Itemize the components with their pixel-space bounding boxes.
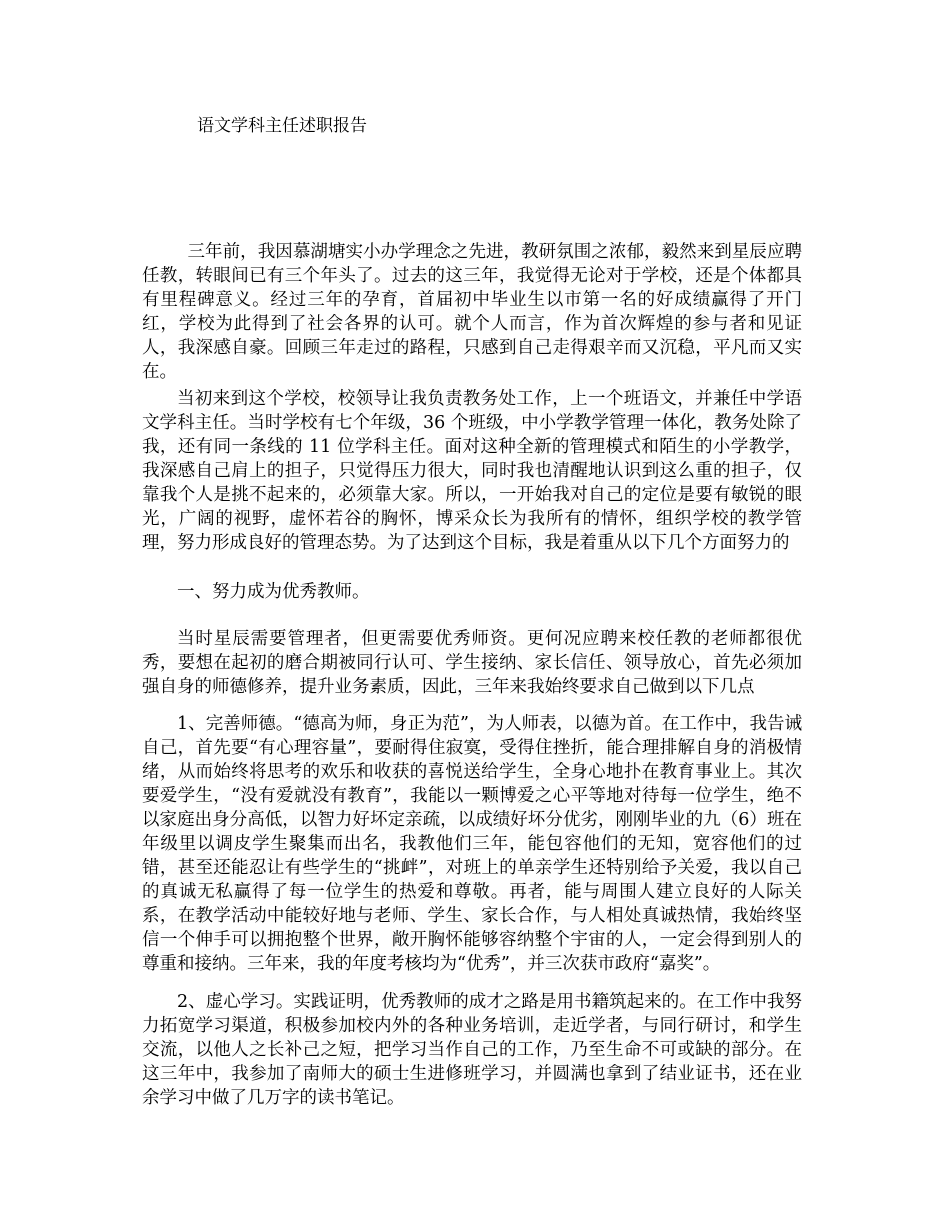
document-title: 语文学科主任述职报告 [197,116,367,136]
paragraph-intro: 三年前，我因慕湖塘实小办学理念之先进，教研氛围之浓郁，毅然来到星辰应聘任教，转眼间已有三个年头了。过去的这三年，我觉得无论对于学校，还是个体都具有里程碑意义。经过三年的孕育，首届初中毕业生以市第一名的好成绩赢得了开门红，学校为此得到了社会各界的认可。就个人而言，作为首次辉煌的参与者和见证人，我深感自豪。回顾三年走过的路程，只感到自己走得艰辛而又沉稳，平凡而又实在。 [142,242,802,382]
section-heading-1: 一、努力成为优秀教师。 [177,582,370,602]
paragraph-background: 当初来到这个学校，校领导让我负责教务处工作，上一个班语文，并兼任中学语文学科主任。当时学校有七个年级，36 个班级，中小学教学管理一体化，教务处除了我，还有同一条线的 11 位学科主任。面对这种全新的管理模式和陌生的小学教学，我深感自己肩上的担子，只觉得压力很大，同时我也清醒地认识到这么重的担子，仅靠我个人是挑不起来的，必须靠大家。所以，一开始我对自己的定位是要有敏锐的眼光，广阔的视野，虚怀若谷的胸怀，博采众长为我所有的情怀，组织学校的教学管理，努力形成良好的管理态势。为了达到这个目标，我是着重从以下几个方面努力的 [142,389,802,553]
paragraph-section1-intro: 当时星辰需要管理者，但更需要优秀师资。更何况应聘来校任教的老师都很优秀，要想在起初的磨合期被同行认可、学生接纳、家长信任、领导放心，首先必须加强自身的师德修养，提升业务素质，因此，三年来我始终要求自己做到以下几点 [142,629,802,697]
paragraph-point-2: 2、虚心学习。实践证明，优秀教师的成才之路是用书籍筑起来的。在工作中我努力拓宽学习渠道，积极参加校内外的各种业务培训，走近学者，与同行研讨，和学生交流，以他人之长补己之短，把学习当作自己的工作，乃至生命不可或缺的部分。在这三年中，我参加了南师大的硕士生进修班学习，并圆满也拿到了结业证书，还在业余学习中做了几万字的读书笔记。 [142,992,802,1108]
paragraph-point-1: 1、完善师德。“德高为师，身正为范”，为人师表，以德为首。在工作中，我告诫自己，首先要“有心理容量”，要耐得住寂寞，受得住挫折，能合理排解自身的消极情绪，从而始终将思考的欢乐和收获的喜悦送给学生，全身心地扑在教育事业上。其次要爱学生，“没有爱就没有教育”，我能以一颗博爱之心平等地对待每一位学生，绝不以家庭出身分高低，以智力好坏定亲疏，以成绩好坏分优劣，刚刚毕业的九（6）班在年级里以调皮学生聚集而出名，我教他们三年，能包容他们的无知，宽容他们的过错，甚至还能忍让有些学生的“挑衅”，对班上的单亲学生还特别给予关爱，我以自己的真诚无私赢得了每一位学生的热爱和尊敬。再者，能与周围人建立良好的人际关系，在教学活动中能较好地与老师、学生、家长合作，与人相处真诚热情，我始终坚信一个伸手可以拥抱整个世界，敞开胸怀能够容纳整个宇宙的人，一定会得到别人的尊重和接纳。三年来，我的年度考核均为“优秀”，并三次获市政府“嘉奖”。 [142,714,802,974]
